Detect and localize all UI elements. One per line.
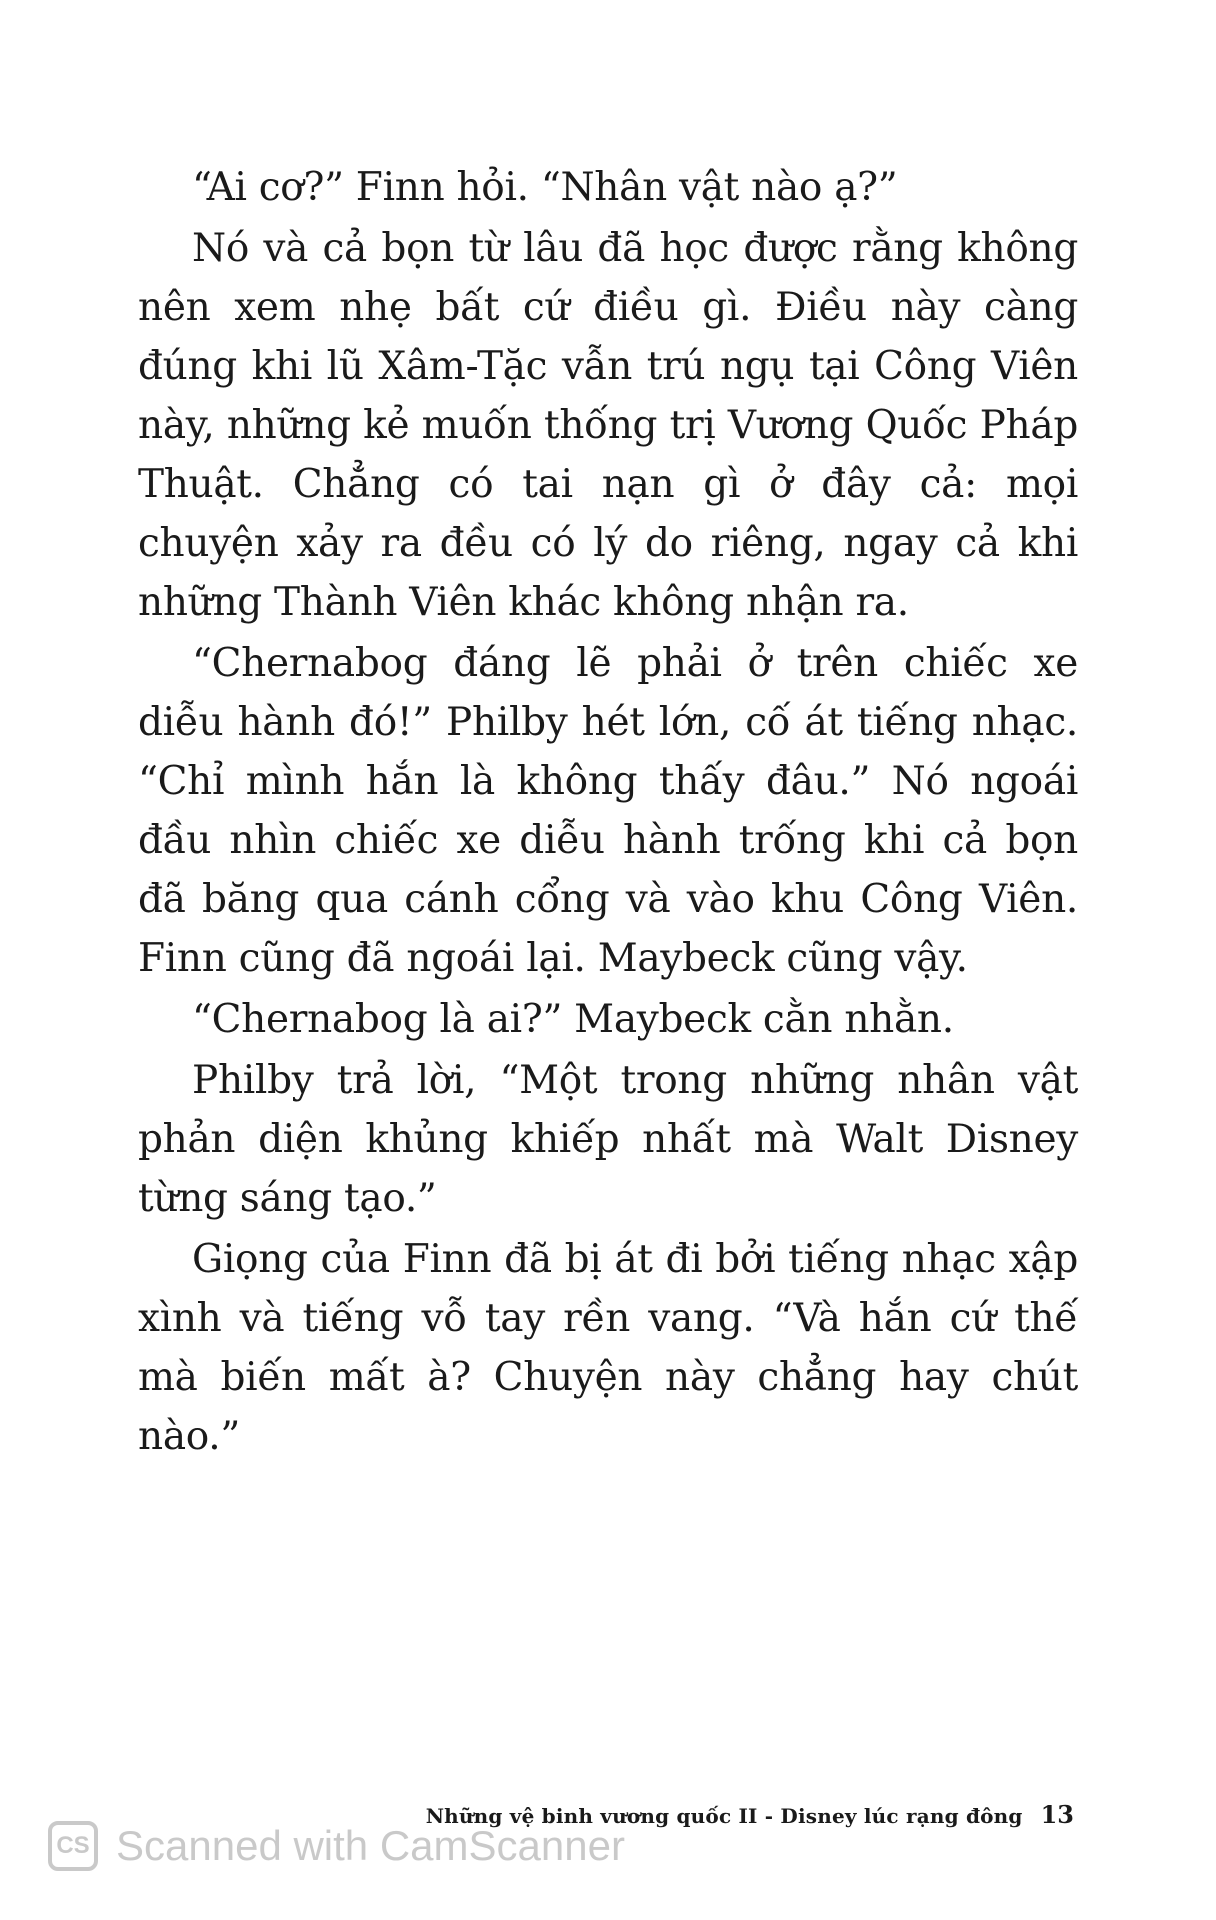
paragraph-1: “Ai cơ?” Finn hỏi. “Nhân vật nào ạ?” [192, 165, 898, 210]
page-number: 13 [1040, 1800, 1074, 1829]
camscanner-logo-icon: CS [48, 1821, 98, 1871]
paragraph-6: Giọng của Finn đã bị át đi bởi tiếng nhạc xập xình và tiếng vỗ tay rền vang. “Và hắn cứ thế mà biến mất à? Chuyện này chẳng hay chút nào.” [138, 1237, 1078, 1459]
watermark-text: Scanned with CamScanner [116, 1822, 625, 1869]
paragraph-5: Philby trả lời, “Một trong những nhân vật phản diện khủng khiếp nhất mà Walt Disney từng sáng tạo.” [138, 1058, 1078, 1221]
page-body [138, 158, 1078, 1468]
running-title: Những vệ binh vương quốc II - Disney lúc rạng đông [425, 1804, 1023, 1828]
paragraph-2: Nó và cả bọn từ lâu đã học được rằng không nên xem nhẹ bất cứ điều gì. Điều này càng đúng khi lũ Xâm-Tặc vẫn trú ngụ tại Công Viên này, những kẻ muốn thống trị Vương Quốc Pháp Thuật. Chẳng có tai nạn gì ở đây cả: mọi chuyện xảy ra đều có lý do riêng, ngay cả khi những Thành Viên khác không nhận ra. [138, 226, 1078, 625]
paragraph-3: “Chernabog đáng lẽ phải ở trên chiếc xe diễu hành đó!” Philby hét lớn, cố át tiếng nhạc. “Chỉ mình hắn là không thấy đâu.” Nó ngoái đầu nhìn chiếc xe diễu hành trống khi cả bọn đã băng qua cánh cổng và vào khu Công Viên. Finn cũng đã ngoái lại. Maybeck cũng vậy. [138, 641, 1078, 981]
paragraph-4: “Chernabog là ai?” Maybeck cằn nhằn. [192, 997, 954, 1042]
scanner-watermark [48, 1816, 625, 1876]
